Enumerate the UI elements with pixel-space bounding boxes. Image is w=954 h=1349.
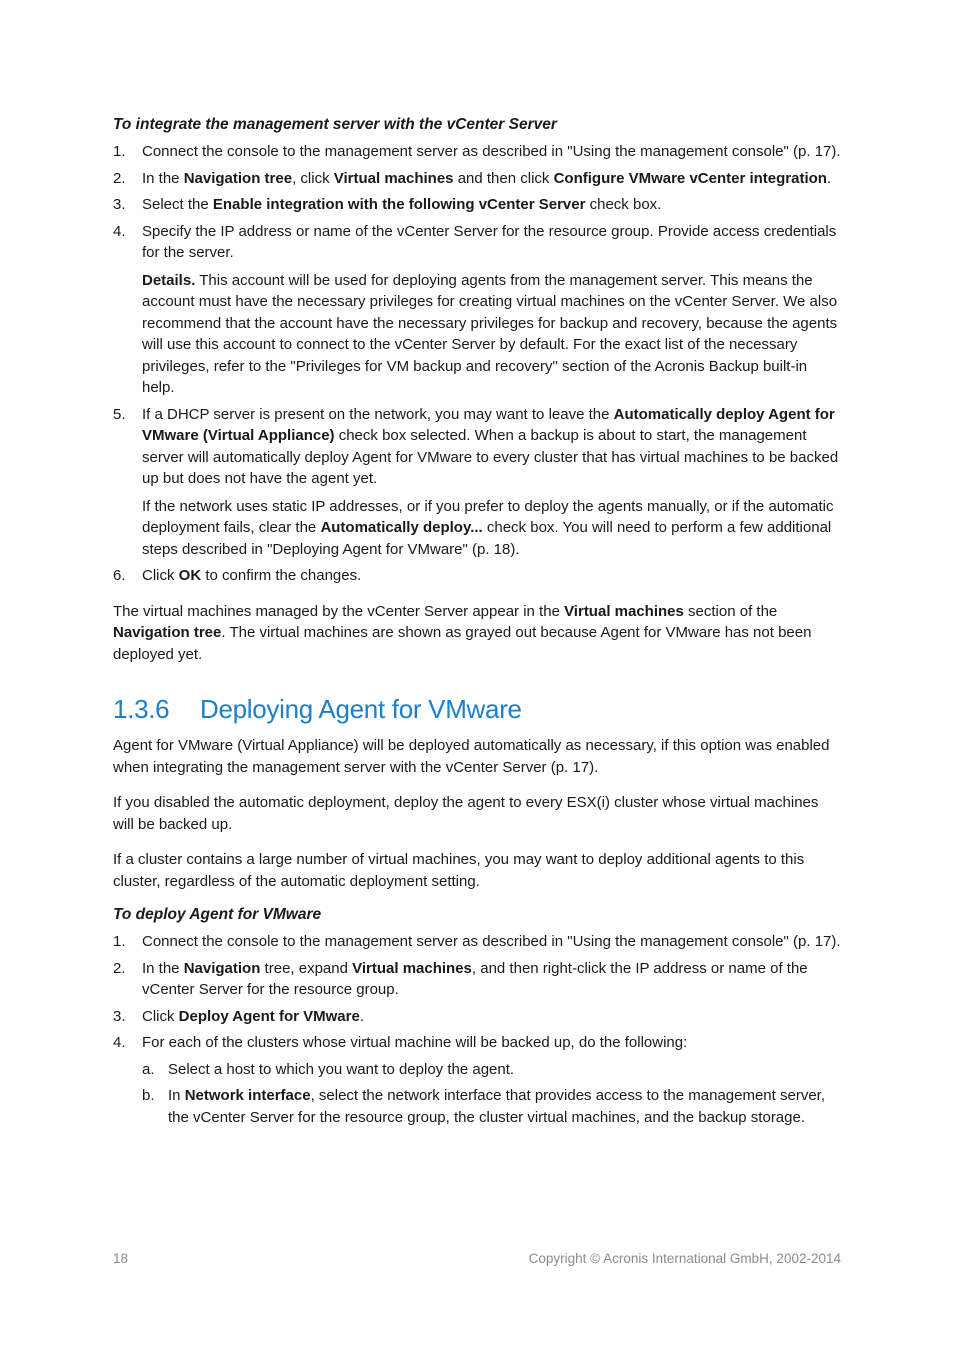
- text-run: and then click: [453, 169, 554, 187]
- text-run: Connect the console to the management server as described in "Using the management console" (p. 17).: [142, 933, 841, 950]
- bold-term: Details.: [142, 271, 196, 289]
- bold-term: Deploy Agent for VMware: [178, 1007, 360, 1025]
- step-number: 3.: [113, 1007, 126, 1025]
- list-item: [113, 404, 841, 561]
- body-paragraph: [113, 849, 841, 892]
- bold-term: Virtual machines: [352, 959, 472, 977]
- copyright-notice: Copyright © Acronis International GmbH, 2002-2014: [528, 1251, 841, 1266]
- procedure-title-integrate: To integrate the management server with the vCenter Server: [113, 116, 557, 133]
- step-text: [142, 404, 841, 490]
- text-run: . The virtual machines are shown as grayed out because Agent for VMware has not been deployed yet.: [113, 624, 812, 663]
- list-item: [113, 168, 841, 190]
- step-number: 4.: [113, 222, 126, 240]
- bold-term: Virtual machines: [564, 602, 684, 620]
- list-item: [142, 1059, 841, 1081]
- step-number: 6.: [113, 567, 126, 584]
- step-number: 1.: [113, 143, 126, 160]
- step-number: 4.: [113, 1034, 126, 1051]
- substep-letter: a.: [142, 1060, 155, 1078]
- list-item: [113, 141, 841, 163]
- text-run: In the: [142, 959, 184, 977]
- text-run: Select a host to which you want to deploy the agent.: [168, 1060, 515, 1078]
- text-run: This account will be used for deploying agents from the management server. This means the account must have the necessary privileges for creating virtual machines on the vCenter Server. We also recommend that the account have the necessary privileges for backup and recovery, because the agents will use this account to connect to the vCenter Server by default. For the exact list of the necessary privileges, refer to the "Privileges for VM backup and recovery" section of the Acronis Backup built-in help.: [142, 271, 838, 396]
- step-text: [142, 1032, 841, 1054]
- text-run: check box selected. When a backup is about to start, the management server will automatically deploy Agent for VMware to every cluster that has virtual machines to be backed up but does not have the agent yet.: [142, 427, 839, 487]
- bold-term: Navigation tree: [183, 169, 293, 187]
- list-item: [113, 931, 841, 953]
- text-run: In the: [142, 169, 184, 187]
- list-item: [113, 194, 841, 216]
- bold-term: Automatically deploy Agent for VMware (Virtual Appliance): [142, 405, 835, 444]
- text-run: , select the network interface that provides access to the management server, the vCenter Server for the resource group, the cluster virtual machines, and the backup storage.: [168, 1087, 825, 1126]
- list-item: [113, 1032, 841, 1128]
- section-title: Deploying Agent for VMware: [200, 694, 522, 724]
- text-run: Select the: [142, 196, 213, 213]
- text-run: tree, expand: [260, 959, 353, 977]
- text-run: If the network uses static IP addresses, or if you prefer to deploy the agents manually, or if the automatic deployment fails, clear the: [142, 497, 834, 536]
- text-run: to confirm the changes.: [201, 567, 362, 584]
- step-number: 2.: [113, 169, 126, 187]
- body-paragraph: [113, 792, 841, 835]
- text-run: If a DHCP server is present on the network, you may want to leave the: [142, 405, 614, 423]
- bold-term: Navigation tree: [113, 624, 222, 641]
- step-detail: [142, 496, 841, 561]
- substep-text: [168, 1085, 841, 1128]
- step-text: [142, 194, 841, 216]
- text-run: For each of the clusters whose virtual machine will be backed up, do the following:: [142, 1034, 688, 1051]
- list-item: [113, 221, 841, 399]
- bold-term: Network interface: [184, 1087, 311, 1104]
- step-text: [142, 1006, 841, 1028]
- step-number: 2.: [113, 959, 126, 977]
- body-paragraph: [113, 735, 841, 778]
- page-number: 18: [113, 1251, 129, 1266]
- text-run: In: [168, 1087, 185, 1104]
- procedure-steps-integrate: [113, 141, 841, 587]
- step-number: 1.: [113, 933, 126, 950]
- text-run: If you disabled the automatic deployment, deploy the agent to every ESX(i) cluster whose virtual machines will be backed up.: [113, 794, 819, 833]
- text-run: If a cluster contains a large number of virtual machines, you may want to deploy additional agents to this cluster, regardless of the automatic deployment setting.: [113, 851, 805, 890]
- step-text: [142, 958, 841, 1001]
- step-text: [142, 141, 841, 163]
- procedure-steps-deploy: [113, 931, 841, 1128]
- list-item: [113, 958, 841, 1001]
- bold-term: Enable integration with the following vCenter Server: [212, 196, 586, 213]
- page-content: [113, 114, 841, 1133]
- list-item: [142, 1085, 841, 1128]
- text-run: Click: [142, 567, 179, 584]
- step-text: [142, 931, 841, 953]
- procedure-title-deploy: To deploy Agent for VMware: [113, 906, 322, 923]
- text-run: check box.: [585, 196, 662, 213]
- substep-text: [168, 1059, 841, 1081]
- text-run: .: [359, 1007, 364, 1025]
- text-run: .: [826, 169, 832, 187]
- step-text: [142, 221, 841, 264]
- section-heading: [113, 693, 841, 725]
- text-run: section of the: [683, 602, 778, 620]
- step-detail: [142, 270, 841, 399]
- bold-term: OK: [178, 567, 202, 584]
- bold-term: Navigation: [183, 959, 261, 977]
- section-paragraphs: [113, 735, 841, 892]
- text-run: , click: [292, 169, 334, 187]
- bold-term: Configure VMware vCenter integration: [553, 169, 827, 187]
- list-item: [113, 565, 841, 587]
- text-run: Specify the IP address or name of the vCenter Server for the resource group. Provide access credentials for the server.: [142, 222, 837, 261]
- bold-term: Virtual machines: [333, 169, 454, 187]
- text-run: Connect the console to the management server as described in "Using the management console" (p. 17).: [142, 143, 841, 160]
- bold-term: Automatically deploy...: [320, 519, 483, 536]
- list-item: [113, 1006, 841, 1028]
- text-run: Click: [142, 1007, 179, 1025]
- step-number: 3.: [113, 196, 126, 213]
- step-text: [142, 565, 841, 587]
- section-number: 1.3.6: [113, 694, 170, 724]
- text-run: , and then right-click the IP address or name of the vCenter Server for the resource group.: [142, 959, 808, 998]
- text-run: Agent for VMware (Virtual Appliance) will be deployed automatically as necessary, if this option was enabled when integrating the management server with the vCenter Server (p. 17).: [113, 737, 830, 776]
- substep-letter: b.: [142, 1087, 155, 1104]
- text-run: check box. You will need to perform a few additional steps described in "Deploying Agent for VMware" (p. 18).: [142, 519, 832, 558]
- text-run: The virtual machines managed by the vCenter Server appear in the: [113, 602, 565, 620]
- step-number: 5.: [113, 405, 126, 423]
- substep-list: [142, 1059, 841, 1129]
- paragraph-virtual-machines-note: [113, 601, 841, 666]
- step-text: [142, 168, 841, 190]
